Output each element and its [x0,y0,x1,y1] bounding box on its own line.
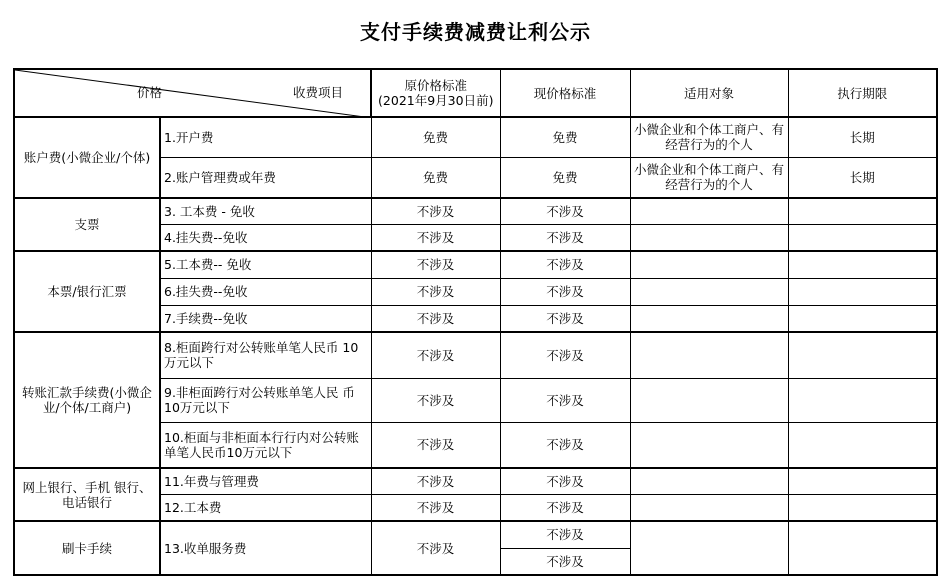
period-cell: 长期 [788,117,937,157]
table-header-row [14,69,937,117]
item-cell: 8.柜面跨行对公转账单笔人民币 10万元以下 [160,332,371,378]
fee-table [13,68,938,576]
target-cell [630,224,788,251]
target-cell [630,198,788,224]
period-cell [788,224,937,251]
period-cell [788,278,937,305]
category-cell: 网上银行、手机 银行、电话银行 [14,468,160,521]
item-cell: 10.柜面与非柜面本行行内对公转账单笔人民币10万元以下 [160,422,371,468]
original-price-cell: 不涉及 [371,422,500,468]
item-cell: 12.工本费 [160,494,371,521]
original-price-cell: 不涉及 [371,305,500,332]
header-period: 执行期限 [788,69,937,117]
header-original-price [371,69,500,117]
target-cell [630,278,788,305]
table-row [14,468,937,494]
original-price-cell: 不涉及 [371,278,500,305]
current-price-cell: 不涉及 [500,251,630,278]
header-target: 适用对象 [630,69,788,117]
original-price-cell: 免费 [371,157,500,198]
current-price-cell: 不涉及 [500,305,630,332]
original-price-cell: 不涉及 [371,378,500,422]
period-cell [788,378,937,422]
current-price-cell: 不涉及 [500,494,630,521]
original-price-cell: 不涉及 [371,494,500,521]
original-price-cell: 不涉及 [371,224,500,251]
original-price-cell: 不涉及 [371,251,500,278]
category-cell: 刷卡手续 [14,521,160,575]
period-cell [788,521,937,575]
target-cell [630,422,788,468]
item-cell: 3. 工本费 - 免收 [160,198,371,224]
target-cell [630,305,788,332]
period-cell [788,198,937,224]
current-price-cell: 不涉及 [500,278,630,305]
current-price-cell: 免费 [500,157,630,198]
current-price-cell: 不涉及 [500,198,630,224]
target-cell [630,378,788,422]
period-cell [788,251,937,278]
header-price-label: 价格 [137,85,163,100]
period-cell [788,468,937,494]
period-cell: 长期 [788,157,937,198]
period-cell [788,494,937,521]
item-cell: 5.工本费-- 免收 [160,251,371,278]
table-row [14,332,937,378]
period-cell [788,422,937,468]
current-price-cell: 不涉及 [500,521,630,548]
current-price-cell: 免费 [500,117,630,157]
current-price-cell: 不涉及 [500,224,630,251]
item-cell: 11.年费与管理费 [160,468,371,494]
target-cell [630,332,788,378]
table-row [14,521,937,548]
original-price-cell: 不涉及 [371,332,500,378]
item-cell: 2.账户管理费或年费 [160,157,371,198]
target-cell [630,494,788,521]
period-cell [788,332,937,378]
target-cell: 小微企业和个体工商户、有经营行为的个人 [630,117,788,157]
category-cell: 账户费(小微企业/个体) [14,117,160,198]
target-cell [630,251,788,278]
original-price-cell: 不涉及 [371,198,500,224]
current-price-cell: 不涉及 [500,548,630,575]
current-price-cell: 不涉及 [500,332,630,378]
current-price-cell: 不涉及 [500,378,630,422]
item-cell: 6.挂失费--免收 [160,278,371,305]
table-row [14,198,937,224]
original-price-cell: 不涉及 [371,521,500,575]
item-cell: 1.开户费 [160,117,371,157]
period-cell [788,305,937,332]
category-cell: 支票 [14,198,160,251]
header-item-label: 收费项目 [293,85,344,100]
header-current-price: 现价格标准 [500,69,630,117]
table-row [14,251,937,278]
page-title: 支付手续费减费让利公示 [360,20,591,44]
category-cell: 本票/银行汇票 [14,251,160,332]
category-cell: 转账汇款手续费(小微企业/个体/工商户) [14,332,160,468]
target-cell [630,468,788,494]
header-original-price-line1: 原价格标准 [404,78,467,93]
header-diagonal-cell [14,69,371,117]
current-price-cell: 不涉及 [500,468,630,494]
current-price-cell: 不涉及 [500,422,630,468]
original-price-cell: 不涉及 [371,468,500,494]
item-cell: 7.手续费--免收 [160,305,371,332]
target-cell: 小微企业和个体工商户、有经营行为的个人 [630,157,788,198]
target-cell [630,521,788,575]
original-price-cell: 免费 [371,117,500,157]
item-cell: 9.非柜面跨行对公转账单笔人民 币10万元以下 [160,378,371,422]
table-row [14,117,937,157]
item-cell: 4.挂失费--免收 [160,224,371,251]
header-original-price-line2: (2021年9月30日前) [378,93,494,108]
item-cell: 13.收单服务费 [160,521,371,575]
